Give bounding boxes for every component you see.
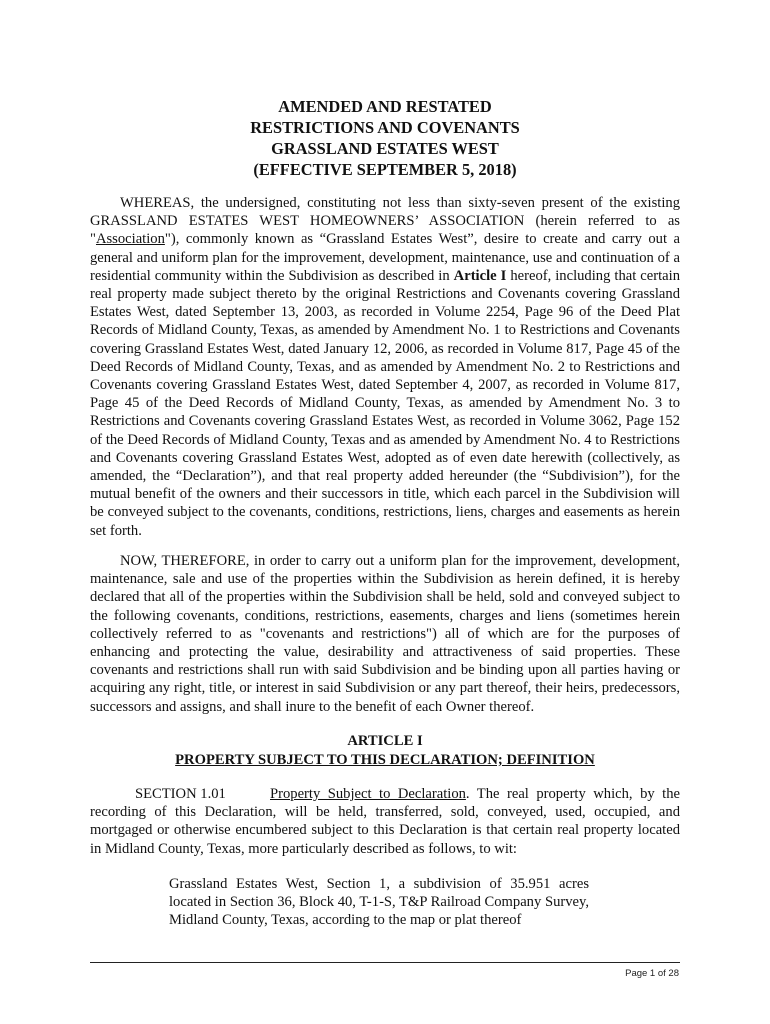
section-heading: Property Subject to Declaration	[270, 786, 466, 802]
title-line-2: RESTRICTIONS AND COVENANTS	[250, 118, 520, 137]
whereas-text-1: WHEREAS, the undersigned, constituting not less than sixty-seven present of the existing GRASSLAND ESTATES WEST HOMEOWNERS’ ASSOCIATION (herein referred to as "	[90, 195, 680, 248]
footer-divider	[90, 962, 680, 963]
association-term: Association	[95, 231, 165, 248]
document-title	[90, 96, 680, 180]
article-heading	[90, 732, 680, 770]
whereas-text-2: "), commonly known as “Grassland Estates West”, desire to create and carry out a general and uniform plan for the improvement, development, maintenance, use and continuation of a residential community within the Subdivision as described in	[90, 231, 680, 284]
whereas-paragraph	[90, 194, 680, 540]
page-number: Page 1 of 28	[625, 968, 679, 979]
whereas-text-3: hereof, including that certain real property made subject thereto by the original Restrictions and Covenants covering Grassland Estates West, dated September 13, 2003, as recorded in Volume 2254, Page 96 of the Deed Plat Records of Midland County, Texas, as amended by Amendment No. 1 to Restrictions and Covenants covering Grassland Estates West, dated January 12, 2006, as recorded in Volume 817, Page 45 of the Deed Records of Midland County, Texas, and as amended by Amendment No. 2 to Restrictions and Covenants covering Grassland Estates West, dated September 4, 2007, as recorded in Volume 817, Page 45 of the Deed Records of Midland County, Texas, as amended by Amendment No. 3 to Restrictions and Covenants covering Grassland Estates West, as recorded in Volume 3062, Page 152 of the Deed Records of Midland County, Texas and as amended by Amendment No. 4 to Restrictions and Covenants covering Grassland Estates West, adopted as of even date herewith (collectively, as amended, the “Declaration”), and that real property added hereunder (the “Subdivision”), for the mutual benefit of the owners and their successors in title, which each parcel in the Subdivision will be conveyed subject to the covenants, conditions, restrictions, liens, charges and easements as herein set forth.	[90, 267, 680, 539]
legal-description: Grassland Estates West, Section 1, a subdivision of 35.951 acres located in Section 36, Block 40, T-1-S, T&P Railroad Company Survey, Midland County, Texas, according to the map or plat thereof	[169, 876, 589, 929]
section-1-01	[90, 785, 680, 858]
title-line-3: GRASSLAND ESTATES WEST	[271, 139, 499, 158]
article-title: PROPERTY SUBJECT TO THIS DECLARATION; DEFINITION	[175, 752, 595, 768]
now-therefore-paragraph: NOW, THEREFORE, in order to carry out a uniform plan for the improvement, development, maintenance, sale and use of the properties within the Subdivision as herein defined, it is hereby declared that all of the properties within the Subdivision shall be held, sold and conveyed subject to the following covenants, conditions, restrictions, easements, charges and liens (sometimes herein collectively referred to as "covenants and restrictions") all of which are for the purposes of enhancing and protecting the value, desirability and attractiveness of said properties. These covenants and restrictions shall run with said Subdivision and be binding upon all parties having or acquiring any right, title, or interest in said Subdivision or any part thereof, their heirs, predecessors, successors and assigns, and shall inure to the benefit of each Owner thereof.	[90, 553, 680, 715]
article-number: ARTICLE I	[347, 733, 423, 749]
section-text: . The real property which, by the recording of this Declaration, will be held, transferred, sold, conveyed, used, occupied, and mortgaged or otherwise encumbered subject to this Declaration is that certain real property located in Midland County, Texas, more particularly described as follows, to wit:	[90, 786, 680, 857]
title-line-4: (EFFECTIVE SEPTEMBER 5, 2018)	[253, 160, 517, 179]
section-number: SECTION 1.01	[135, 786, 226, 802]
article-reference: Article I	[453, 267, 507, 284]
title-line-1: AMENDED AND RESTATED	[278, 97, 492, 116]
